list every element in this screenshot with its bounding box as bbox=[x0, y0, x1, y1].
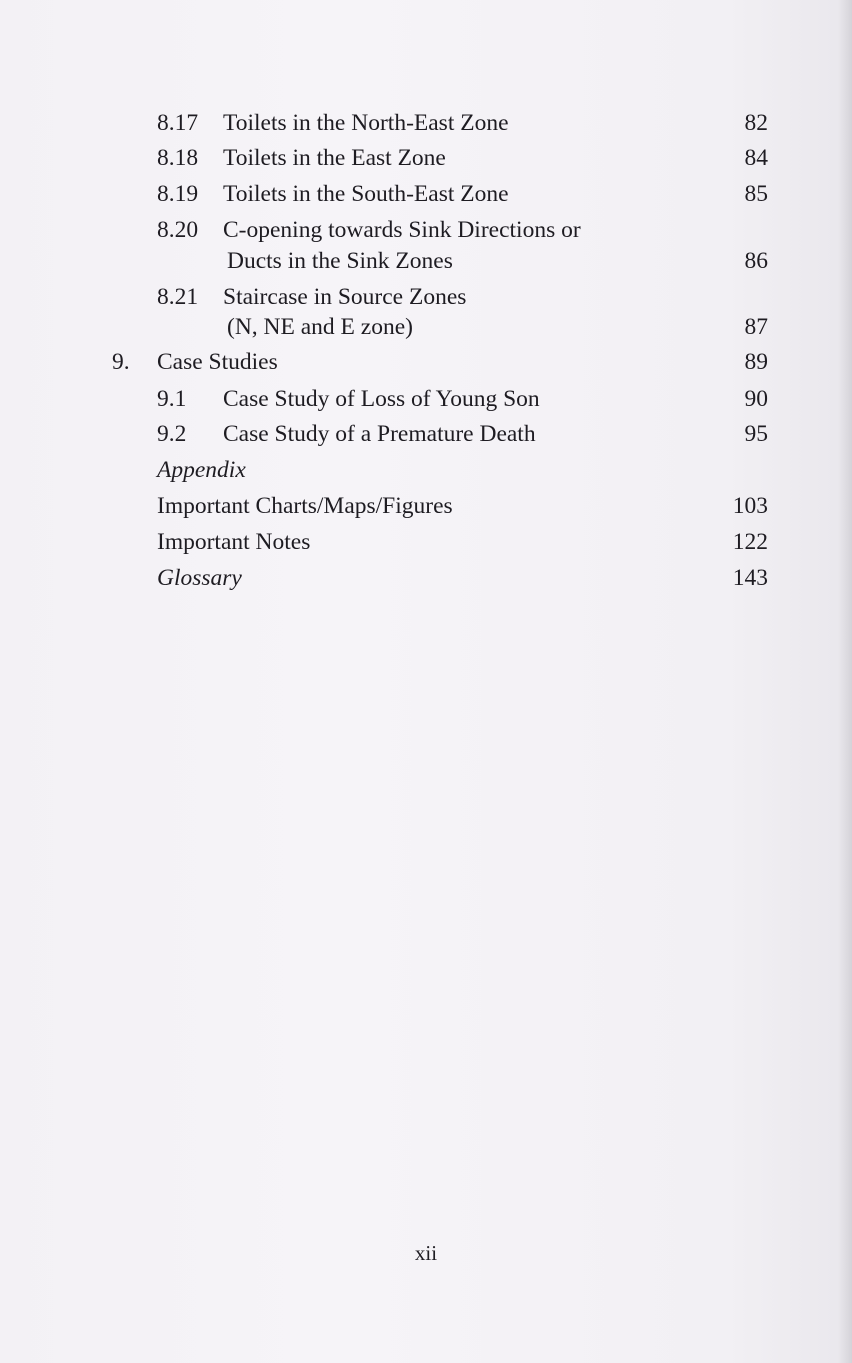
toc-entry-page: 86 bbox=[744, 248, 768, 274]
toc-entry-number: 9.1 bbox=[157, 386, 187, 412]
toc-entry-number: 9.2 bbox=[157, 421, 187, 447]
toc-chapter-number: 9. bbox=[112, 349, 130, 375]
toc-entry-page: 84 bbox=[744, 145, 768, 171]
toc-entry-title: Toilets in the South-East Zone bbox=[223, 181, 509, 207]
toc-entry-title: Important Notes bbox=[157, 529, 311, 555]
toc-entry-page: 85 bbox=[744, 181, 768, 207]
toc-entry-number: 8.20 bbox=[157, 217, 199, 243]
toc-entry-page: 95 bbox=[744, 421, 768, 447]
toc-entry-title: Toilets in the North-East Zone bbox=[223, 110, 509, 136]
toc-chapter-title: Case Studies bbox=[157, 349, 278, 375]
toc-entry-number: 8.19 bbox=[157, 181, 199, 207]
toc-entry-title: Case Study of a Premature Death bbox=[223, 421, 536, 447]
toc-entry-page: 143 bbox=[732, 565, 768, 591]
toc-entry-page: 122 bbox=[732, 529, 768, 555]
toc-entry-page: 82 bbox=[744, 110, 768, 136]
appendix-heading: Appendix bbox=[157, 457, 246, 483]
toc-entry-page: 90 bbox=[744, 386, 768, 412]
toc-entry-title: Staircase in Source Zones bbox=[223, 284, 467, 310]
toc-entry-title: Important Charts/Maps/Figures bbox=[157, 493, 453, 519]
toc-entry-page: 87 bbox=[744, 314, 768, 340]
toc-entry-number: 8.17 bbox=[157, 110, 199, 136]
toc-entry-title-line2: (N, NE and E zone) bbox=[227, 314, 413, 340]
toc-entry-page: 103 bbox=[732, 493, 768, 519]
page-number: xii bbox=[414, 1241, 438, 1265]
page-spine-shadow bbox=[838, 0, 852, 1363]
toc-entry-number: 8.18 bbox=[157, 145, 199, 171]
toc-entry-title: Toilets in the East Zone bbox=[223, 145, 446, 171]
toc-entry-number: 8.21 bbox=[157, 284, 199, 310]
toc-entry-title: C-opening towards Sink Directions or bbox=[223, 217, 581, 243]
toc-entry-title-line2: Ducts in the Sink Zones bbox=[227, 248, 453, 274]
toc-entry-page: 89 bbox=[744, 349, 768, 375]
toc-entry-title: Case Study of Loss of Young Son bbox=[223, 386, 540, 412]
toc-entry-title: Glossary bbox=[157, 565, 242, 591]
